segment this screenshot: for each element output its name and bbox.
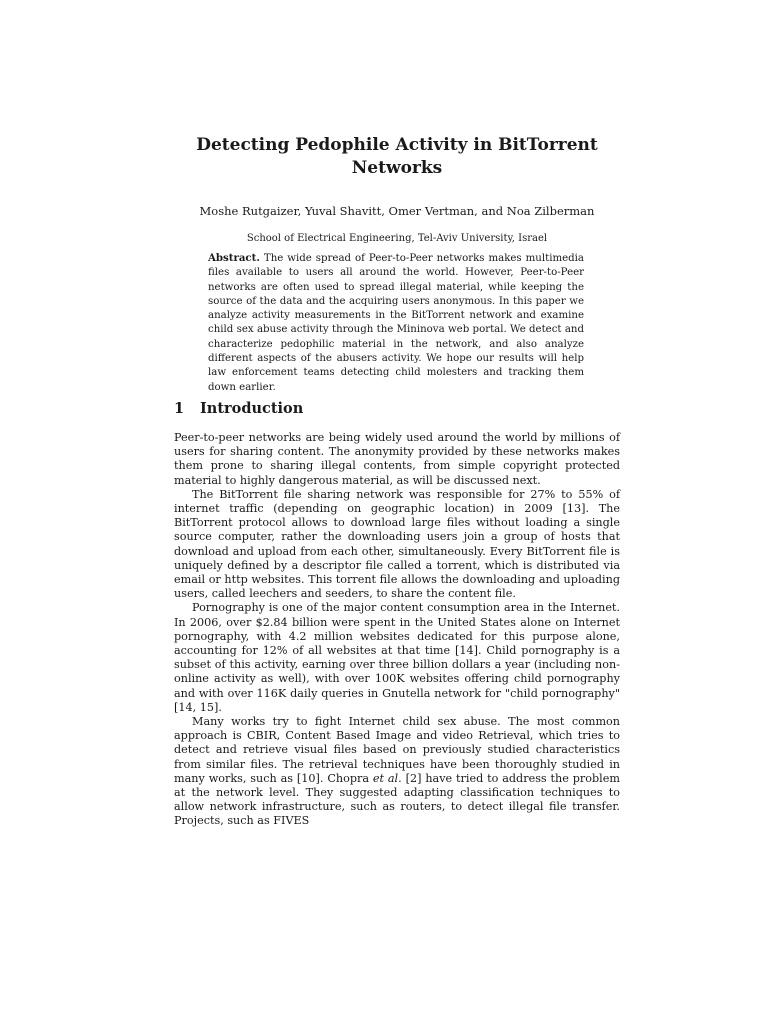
author-affiliation: School of Electrical Engineering, Tel-Aviv University, Israel <box>246 233 548 244</box>
citation-emphasis: et al. <box>372 771 402 785</box>
section-body <box>174 431 620 829</box>
body-paragraph: Peer-to-peer networks are being widely used around the world by millions of users for sharing content. The anonymity provided by these networks makes them prone to sharing illegal contents, from simple copyright protected material to highly dangerous material, as will be discussed next. <box>174 431 620 487</box>
body-paragraph <box>174 715 620 829</box>
section-heading <box>174 399 303 419</box>
section-title: Introduction <box>200 400 304 417</box>
abstract <box>208 251 584 395</box>
body-paragraph: Pornography is one of the major content consumption area in the Internet. In 2006, over $2.84 billion were spent in the United States alone on Internet pornography, with 4.2 million websites dedicated for this purpose alone, accounting for 12% of all websites at that time [14]. Child pornography is a subset of this activity, earning over three billion dollars a year (including non-online activity as well), with over 100K websites offering child pornography and with over 116K daily queries in Gnutella network for "child pornography" [14, 15]. <box>174 601 620 714</box>
section-number: 1 <box>174 400 185 417</box>
body-paragraph: The BitTorrent file sharing network was responsible for 27% to 55% of internet traffic (depending on geographic location) in 2009 [13]. The BitTorrent protocol allows to download large files without loading a single source computer, rather the downloading users join a group of hosts that download and upload from each other, simultaneously. Every BitTorrent file is uniquely defined by a descriptor file called a torrent, which is distributed via email or http websites. This torrent file allows the downloading and uploading users, called leechers and seeders, to share the content file. <box>174 487 620 601</box>
abstract-text: The wide spread of Peer-to-Peer networks makes multimedia files available to users all around the world. However, Peer-to-Peer networks are often used to spread illegal material, while keeping the source of the data and the acquiring users anonymous. In this paper we analyze activity measurements in the BitTorrent network and examine child sex abuse activity through the Mininova web portal. We detect and characterize pedophilic material in the network, and also analyze different aspects of the abusers activity. We hope our results will help law enforcement teams detecting child molesters and tracking them down earlier. <box>208 253 584 393</box>
paragraph-text: [2] have tried to address the problem at the network level. They suggested adapting classification techniques to allow network infrastructure, such as routers, to detect illegal file transfer. Projects, such as FIVES <box>174 771 620 828</box>
paper-title: Detecting Pedophile Activity in BitTorrent Networks <box>196 135 598 178</box>
author-list: Moshe Rutgaizer, Yuval Shavitt, Omer Vertman, and Noa Zilberman <box>199 204 595 218</box>
paragraph-text: Many works try to fight Internet child sex abuse. The most common approach is CBIR, Content Based Image and video Retrieval, which tries to detect and retrieve visual files based on previously studied characteristics from similar files. The retrieval techniques have been thoroughly studied in many works, such as [10]. Chopra <box>174 715 620 785</box>
abstract-label: Abstract. <box>208 252 260 264</box>
